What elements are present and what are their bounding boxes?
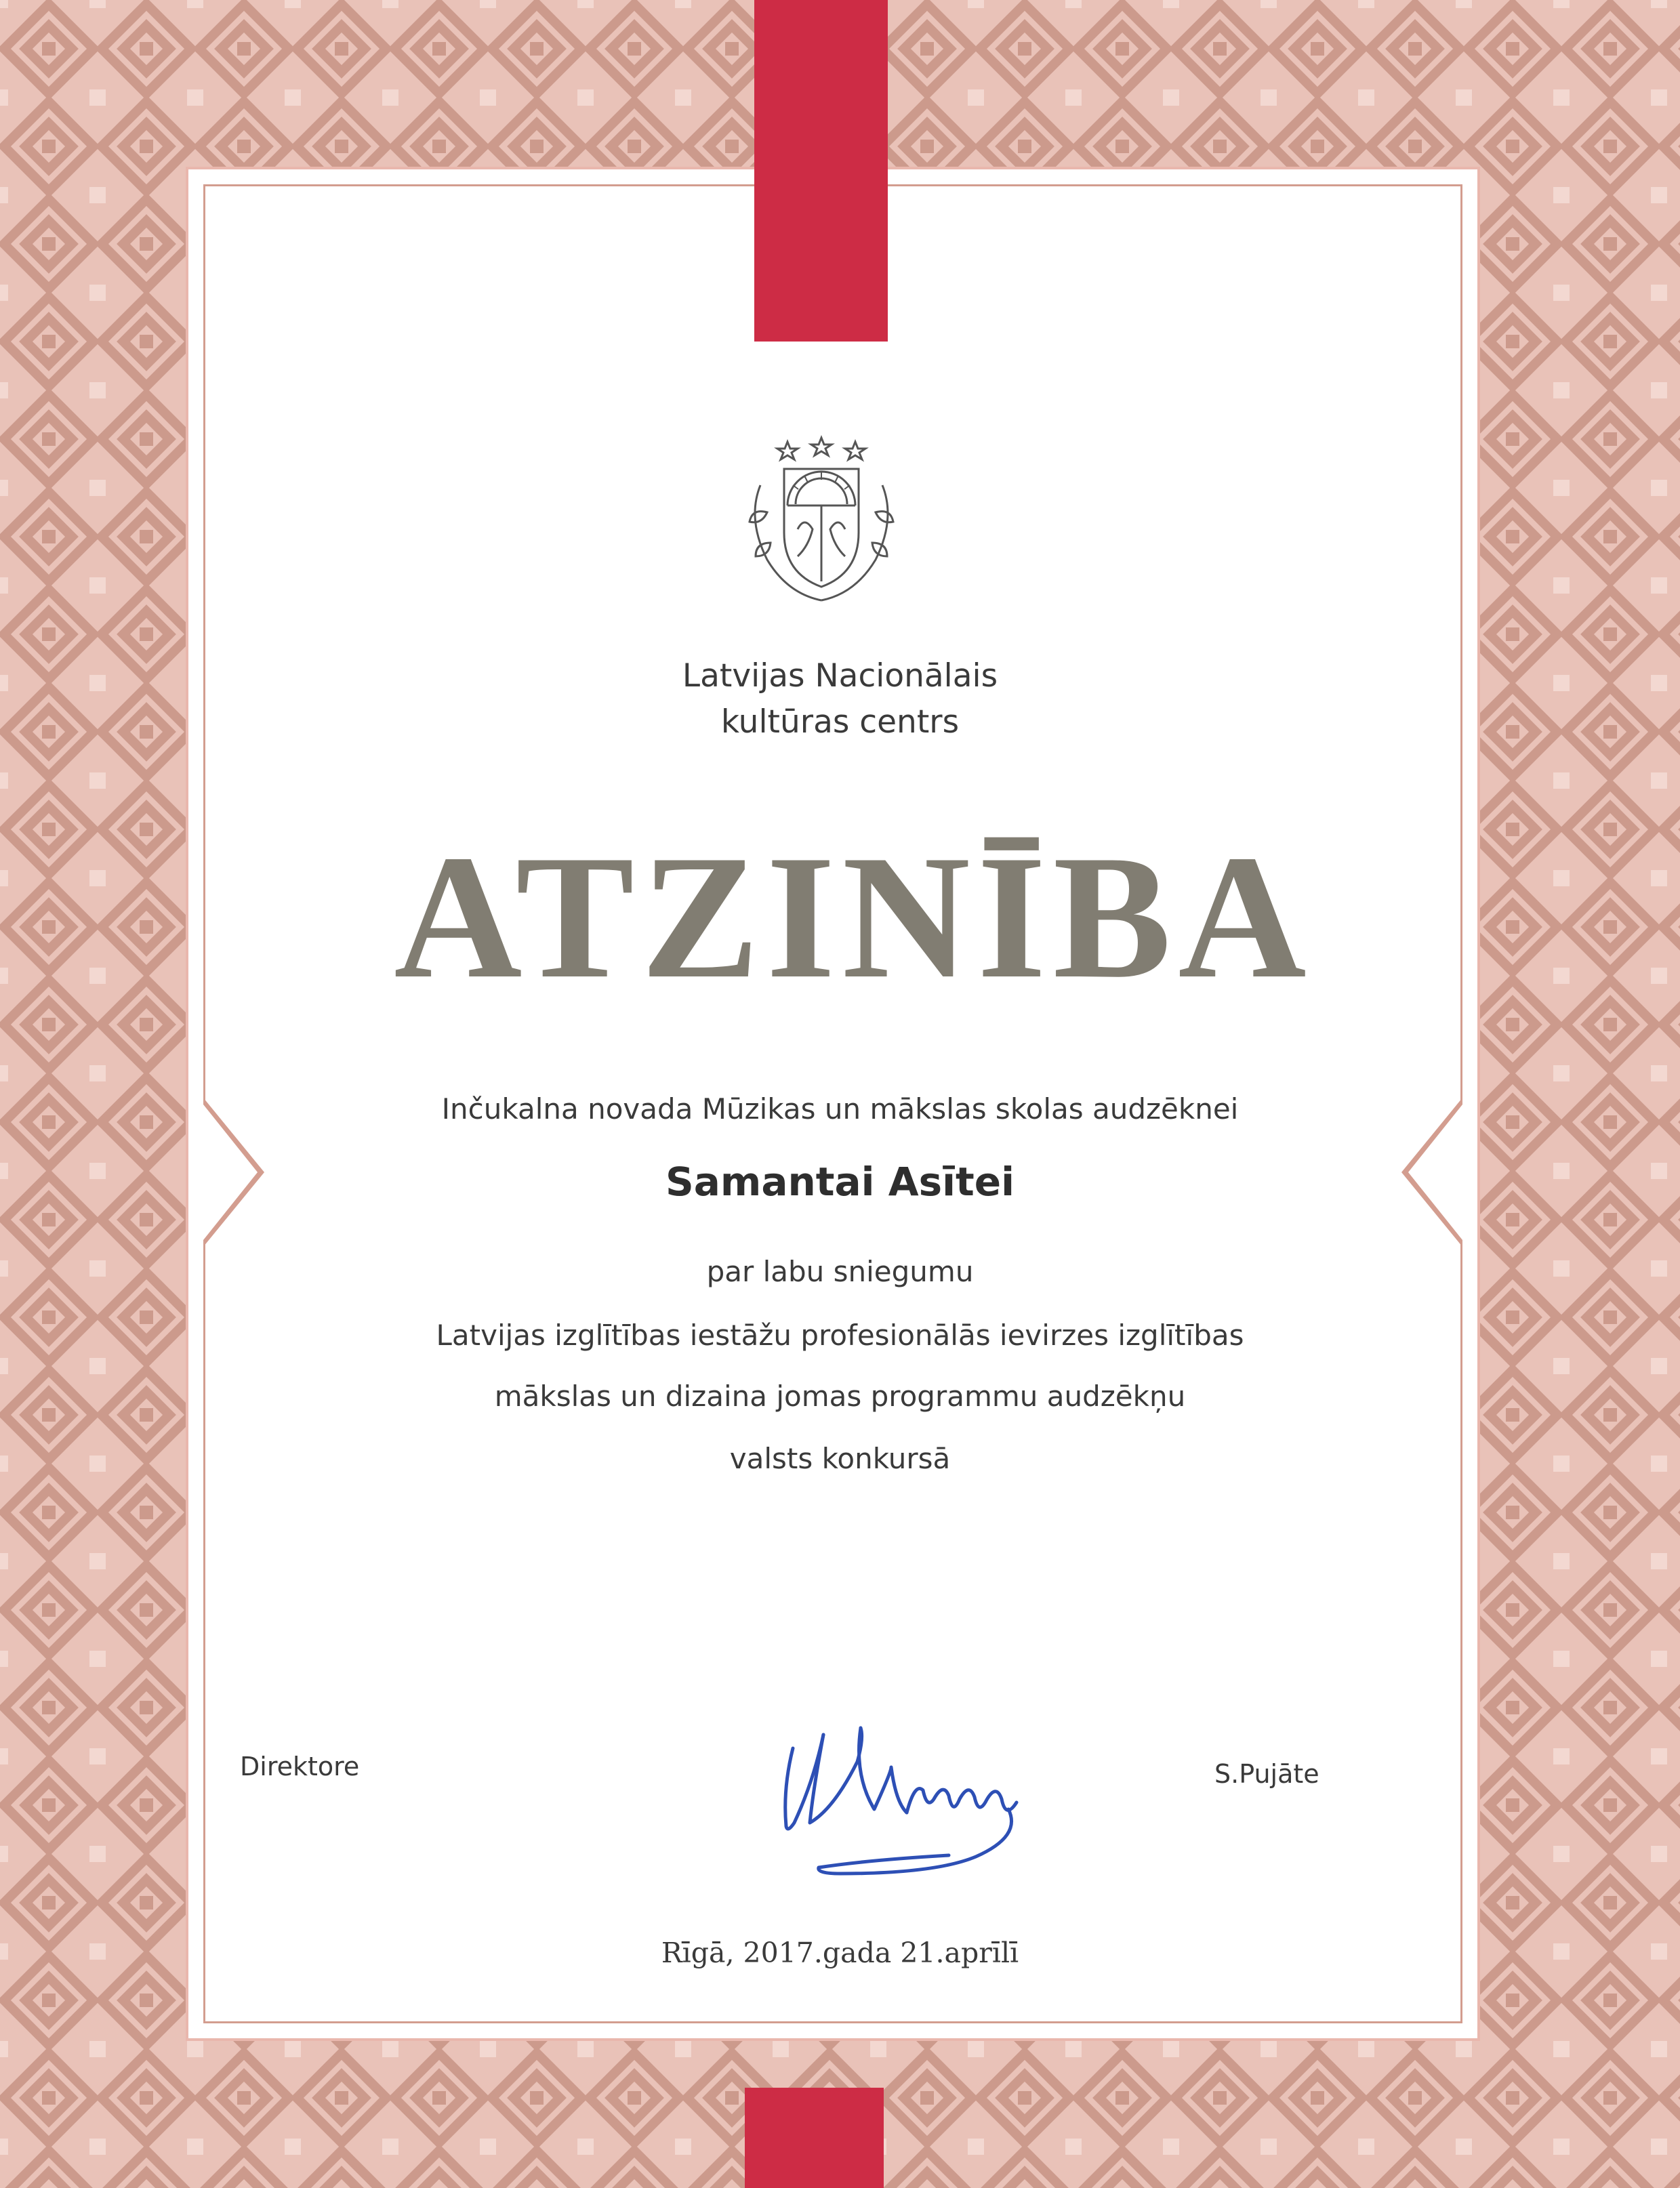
latvian-coat-of-arms-icon <box>720 431 923 610</box>
award-reason-line-2: Latvijas izglītības iestāžu profesionālās ievirzes izglītības <box>436 1319 1244 1352</box>
recipient-description: Inčukalna novada Mūzikas un mākslas skolas audzēknei <box>441 1092 1239 1126</box>
award-reason-line-4: valsts konkursā <box>729 1442 951 1475</box>
signatory-name: S.Pujāte <box>1214 1759 1319 1789</box>
award-reason-line-1: par labu sniegumu <box>706 1255 974 1288</box>
place-and-date: Rīgā, 2017.gada 21.aprīlī <box>661 1937 1019 1969</box>
recipient-name: Samantai Asītei <box>665 1159 1015 1205</box>
top-ribbon <box>754 0 888 342</box>
signatory-title: Direktore <box>240 1752 360 1781</box>
bottom-ribbon <box>745 2088 884 2188</box>
organization-name-line-2: kultūras centrs <box>720 703 960 741</box>
handwritten-signature <box>745 1708 1057 1884</box>
organization-name-line-1: Latvijas Nacionālais <box>682 657 998 695</box>
certificate-title: ATZINĪBA <box>394 819 1313 1015</box>
award-reason-line-3: mākslas un dizaina jomas programmu audzēkņu <box>494 1380 1186 1413</box>
